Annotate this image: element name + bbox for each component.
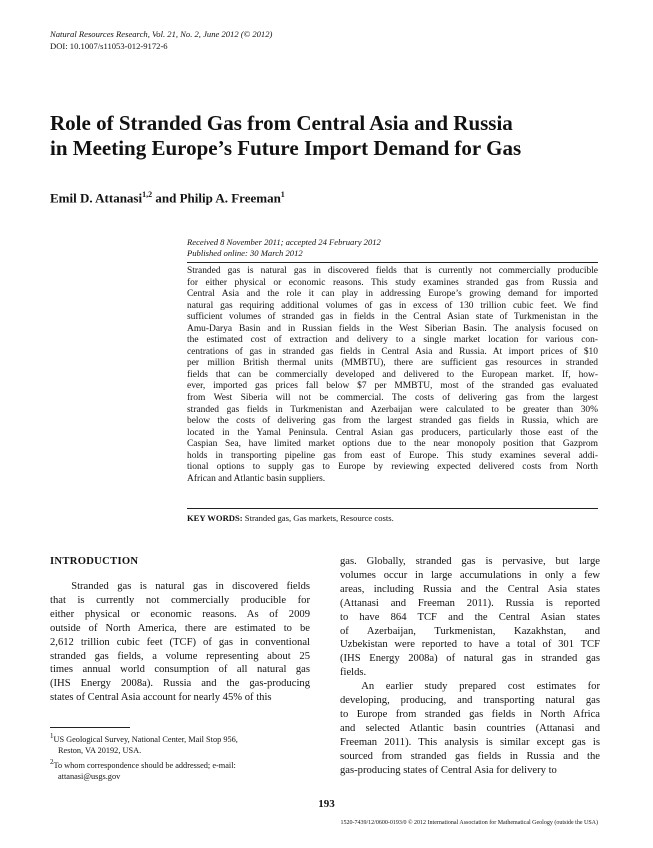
intro-line: sourced from stranded gas fields in Russia and the: [340, 750, 600, 762]
title-line-1: Role of Stranded Gas from Central Asia and Russia: [50, 111, 513, 135]
intro-line: that is currently not commercially producible for: [50, 594, 310, 606]
abstract-line: Stranded gas is natural gas in discovered fields that is currently not commercially producible: [187, 266, 598, 276]
intro-line: states of Central Asia account for nearly 45% of this: [50, 692, 272, 704]
intro-line: to Europe from stranded gas fields in North Africa: [340, 708, 600, 720]
doi: DOI: 10.1007/s11053-012-9172-6: [50, 41, 168, 51]
abstract-line: Central Asia and the role it can play in addressing Europe’s growing demand for imported: [187, 289, 598, 300]
publication-dates: [187, 237, 381, 258]
intro-line: either physical or economic reasons. As of 2009: [50, 608, 310, 620]
intro-line: Stranded gas is natural gas in discovered fields: [71, 581, 310, 592]
intro-line: developing, producing, and transporting natural gas: [340, 695, 600, 707]
intro-line: and selected Atlantic basin countries (Attanasi and: [340, 722, 600, 734]
intro-line: 2,612 trillion cubic feet (TCF) of gas in conventional: [50, 636, 310, 648]
abstract-line: stranded gas fields in Turkmenistan and Azerbaijan were calculated to be greater than 30%: [187, 404, 598, 415]
abstract-line: centrations of gas in stranded gas fields in Central Asia and Russia. At import prices of $10: [187, 346, 598, 357]
author-list: [50, 190, 285, 206]
intro-line: Freeman 2011). This analysis is similar except gas is: [340, 736, 600, 748]
title-line-2: in Meeting Europe’s Future Import Demand for Gas: [50, 136, 522, 160]
abstract-line: from West Siberia will not be commercial. The costs of delivering gas from the largest: [187, 393, 598, 404]
intro-line: of Azerbaijan, Turkmenistan, Kazakhstan, and: [340, 625, 600, 637]
page-number: 193: [318, 798, 335, 810]
intro-line: areas, including Russia and the Central Asia states: [340, 583, 600, 595]
intro-line: gas-producing states of Central Asia for delivery to: [340, 764, 557, 776]
footnote-2-line-1: To whom correspondence should be addressed; e-mail:: [53, 760, 236, 770]
section-heading-introduction: INTRODUCTION: [50, 556, 139, 567]
abstract-line: tional options to supply gas to Europe by reviewing expected delivered costs from North: [187, 462, 598, 473]
author-1-affil: 1,2: [142, 190, 153, 199]
footnote-2-email[interactable]: attanasi@usgs.gov: [58, 771, 121, 781]
intro-line: fields.: [340, 667, 367, 679]
intro-right-column: [340, 555, 600, 778]
intro-line: (IHS Energy 2008a) of natural gas in stranded gas: [340, 653, 600, 665]
intro-line: outside of North America, there are estimated to be: [50, 622, 310, 634]
intro-line: gas. Globally, stranded gas is pervasive, but large: [340, 556, 600, 567]
abstract-line: below the costs of delivering gas from the largest stranded gas fields in Russia, which are: [187, 416, 598, 427]
abstract-line: located in the Yamal Peninsula. Central Asian gas producers, particularly those east of the: [187, 427, 598, 438]
abstract-line: holds in transporting pipeline gas from east of Europe. This study examines several addi-: [187, 450, 598, 461]
abstract-line: natural gas requiring additional volumes of gas in excess of 130 trillion cubic feet. We find: [187, 300, 598, 311]
footnote-1-line-2: Reston, VA 20192, USA.: [58, 746, 142, 756]
intro-line: An earlier study prepared cost estimates for: [361, 681, 600, 693]
footnote-1-mark: 1: [50, 733, 54, 740]
footnotes: [50, 731, 310, 782]
footnote-1-line-1: US Geological Survey, National Center, Mail Stop 956,: [53, 734, 238, 744]
abstract-line: the estimated cost of extraction and delivery to a single market location for various con-: [187, 335, 598, 346]
author-2-affil: 1: [280, 190, 285, 199]
keywords-label: KEY WORDS:: [187, 513, 243, 523]
abstract-line: ever, imported gas prices fall below $7 per MMBTU, most of the stranded gas evaluated: [187, 381, 598, 392]
intro-line: volumes occur in large accumulations in only a few: [340, 569, 600, 581]
abstract-bottom-rule: [187, 508, 598, 509]
intro-line: to have 864 TCF and the Central Asian states: [340, 611, 600, 623]
paper-title: [50, 111, 590, 161]
abstract-line: sufficient volumes of stranded gas in fields in the Central Asian state of Turkmenistan in the: [187, 312, 598, 323]
intro-left-column: [50, 580, 310, 705]
author-2: Philip A. Freeman: [179, 190, 281, 206]
footnote-rule: [50, 727, 130, 728]
journal-citation: Natural Resources Research, Vol. 21, No. 2, June 2012 (© 2012): [50, 29, 273, 39]
published-date: Published online: 30 March 2012: [187, 247, 303, 258]
intro-line: Uzbekistan were reported to have a total of 301 TCF: [340, 639, 600, 651]
abstract-line: for either physical or economic reasons. This study examines stranded gas from Russia and: [187, 277, 598, 288]
abstract-line: per million British thermal units (MMBTU), there are sufficient gas resources in stranded: [187, 358, 598, 369]
abstract-top-rule: [187, 262, 598, 263]
keywords-text: Stranded gas, Gas markets, Resource costs.: [242, 513, 394, 523]
copyright-footer: 1520-7439/12/0600-0193/0 © 2012 International Association for Mathematical Geology (outside the USA): [340, 820, 598, 826]
abstract-line: fields that can be commercially developed and delivered to the European market. If, how-: [187, 369, 598, 380]
abstract-line: Amu-Darya Basin and in Russian fields in the West Siberian Basin. The analysis focused on: [187, 323, 598, 334]
abstract-line: African and Atlantic basin suppliers.: [187, 473, 326, 484]
author-1: Emil D. Attanasi: [50, 190, 143, 206]
intro-line: stranded gas fields, a volume representing about 25: [50, 650, 310, 662]
intro-line: times annual world consumption of all natural gas: [50, 664, 310, 676]
received-date: Received 8 November 2011; accepted 24 February 2012: [187, 237, 381, 247]
intro-line: (Attanasi and Freeman 2011). Russia is reported: [340, 597, 600, 609]
abstract-line: Caspian Sea, have limited market options due to the near monopoly position that Gazprom: [187, 439, 598, 450]
keywords: [187, 513, 394, 523]
intro-line: (IHS Energy 2008a). Russia and the gas-producing: [50, 678, 310, 690]
abstract: [187, 266, 598, 485]
footnote-2-mark: 2: [50, 758, 54, 766]
author-conj: and: [152, 190, 180, 206]
